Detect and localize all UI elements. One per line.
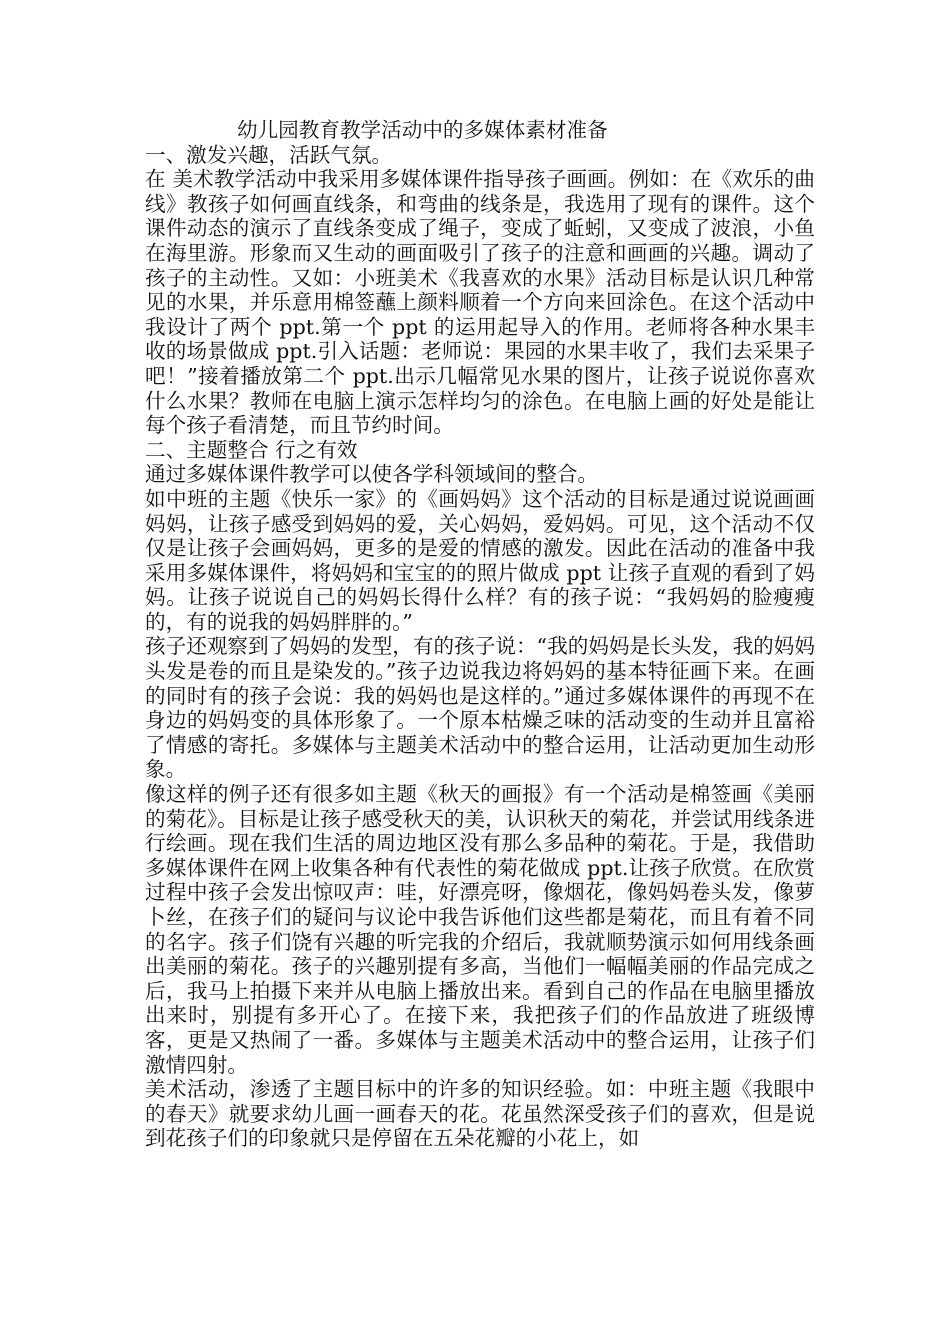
paragraph-6: 美术活动，渗透了主题目标中的许多的知识经验。如：中班主题《我眼中的春天》就要求幼儿画一画春天的花。花虽然深受孩子们的喜欢，但是说到花孩子们的印象就只是停留在五朵花瓣的小花上，如 bbox=[145, 1077, 815, 1151]
section-heading-2: 二、主题整合 行之有效 bbox=[145, 437, 358, 462]
paragraph-4: 孩子还观察到了妈妈的发型，有的孩子说：“我的妈妈是长头发，我的妈妈头发是卷的而且是染发的。”孩子边说我边将妈妈的基本特征画下来。在画的同时有的孩子会说：我的妈妈也是这样的。”通过多媒体课件的再现不在身边的妈妈变的具体形象了。一个原本枯燥乏味的活动变的生动并且富裕了情感的寄托。多媒体与主题美术活动中的整合运用，让活动更加生动形象。 bbox=[145, 634, 815, 782]
paragraph-1: 在 美术教学活动中我采用多媒体课件指导孩子画画。例如：在《欢乐的曲线》教孩子如何画直线条，和弯曲的线条是，我选用了现有的课件。这个课件动态的演示了直线条变成了绳子，变成了蚯蚓，又变成了波浪，小鱼在海里游。形象而又生动的画面吸引了孩子的注意和画画的兴趣。调动了孩子的主动性。又如：小班美术《我喜欢的水果》活动目标是认识几种常见的水果，并乐意用棉签蘸上颜料顺着一个方向来回涂色。在这个活动中我设计了两个 ppt.第一个 ppt 的运用起导入的作用。老师将各种水果丰收的场景做成 ppt.引入话题：老师说：果园的水果丰收了，我们去采果子吧！”接着播放第二个 ppt.出示几幅常见水果的图片，让孩子说说你喜欢什么水果？教师在电脑上演示怎样均匀的涂色。在电脑上画的好处是能让每个孩子看清楚，而且节约时间。 bbox=[145, 167, 815, 438]
document-page bbox=[145, 118, 815, 1151]
paragraph-5: 像这样的例子还有很多如主题《秋天的画报》有一个活动是棉签画《美丽的菊花》。目标是让孩子感受秋天的美，认识秋天的菊花，并尝试用线条进行绘画。现在我们生活的周边地区没有那么多品种的菊花。于是，我借助多媒体课件在网上收集各种有代表性的菊花做成 ppt.让孩子欣赏。在欣赏过程中孩子会发出惊叹声：哇，好漂亮呀，像烟花，像妈妈卷头发，像萝卜丝，在孩子们的疑问与议论中我告诉他们这些都是菊花，而且有着不同的名字。孩子们饶有兴趣的听完我的介绍后，我就顺势演示如何用线条画出美丽的菊花。孩子的兴趣别提有多高，当他们一幅幅美丽的作品完成之后，我马上拍摄下来并从电脑上播放出来。看到自己的作品在电脑里播放出来时，别提有多开心了。在接下来，我把孩子们的作品放进了班级博客，更是又热闹了一番。多媒体与主题美术活动中的整合运用，让孩子们激情四射。 bbox=[145, 782, 815, 1077]
paragraph-3: 如中班的主题《快乐一家》的《画妈妈》这个活动的目标是通过说说画画妈妈，让孩子感受到妈妈的爱，关心妈妈，爱妈妈。可见，这个活动不仅仅是让孩子会画妈妈，更多的是爱的情感的激发。因此在活动的准备中我采用多媒体课件，将妈妈和宝宝的的照片做成 ppt 让孩子直观的看到了妈妈。让孩子说说自己的妈妈长得什么样？有的孩子说：“我妈妈的脸瘦瘦的，有的说我的妈妈胖胖的。” bbox=[145, 486, 815, 634]
document-title: 幼儿园教育教学活动中的多媒体素材准备 bbox=[237, 118, 608, 142]
paragraph-2: 通过多媒体课件教学可以使各学科领域间的整合。 bbox=[145, 462, 599, 487]
section-heading-1: 一、激发兴趣，活跃气氛。 bbox=[145, 142, 393, 167]
